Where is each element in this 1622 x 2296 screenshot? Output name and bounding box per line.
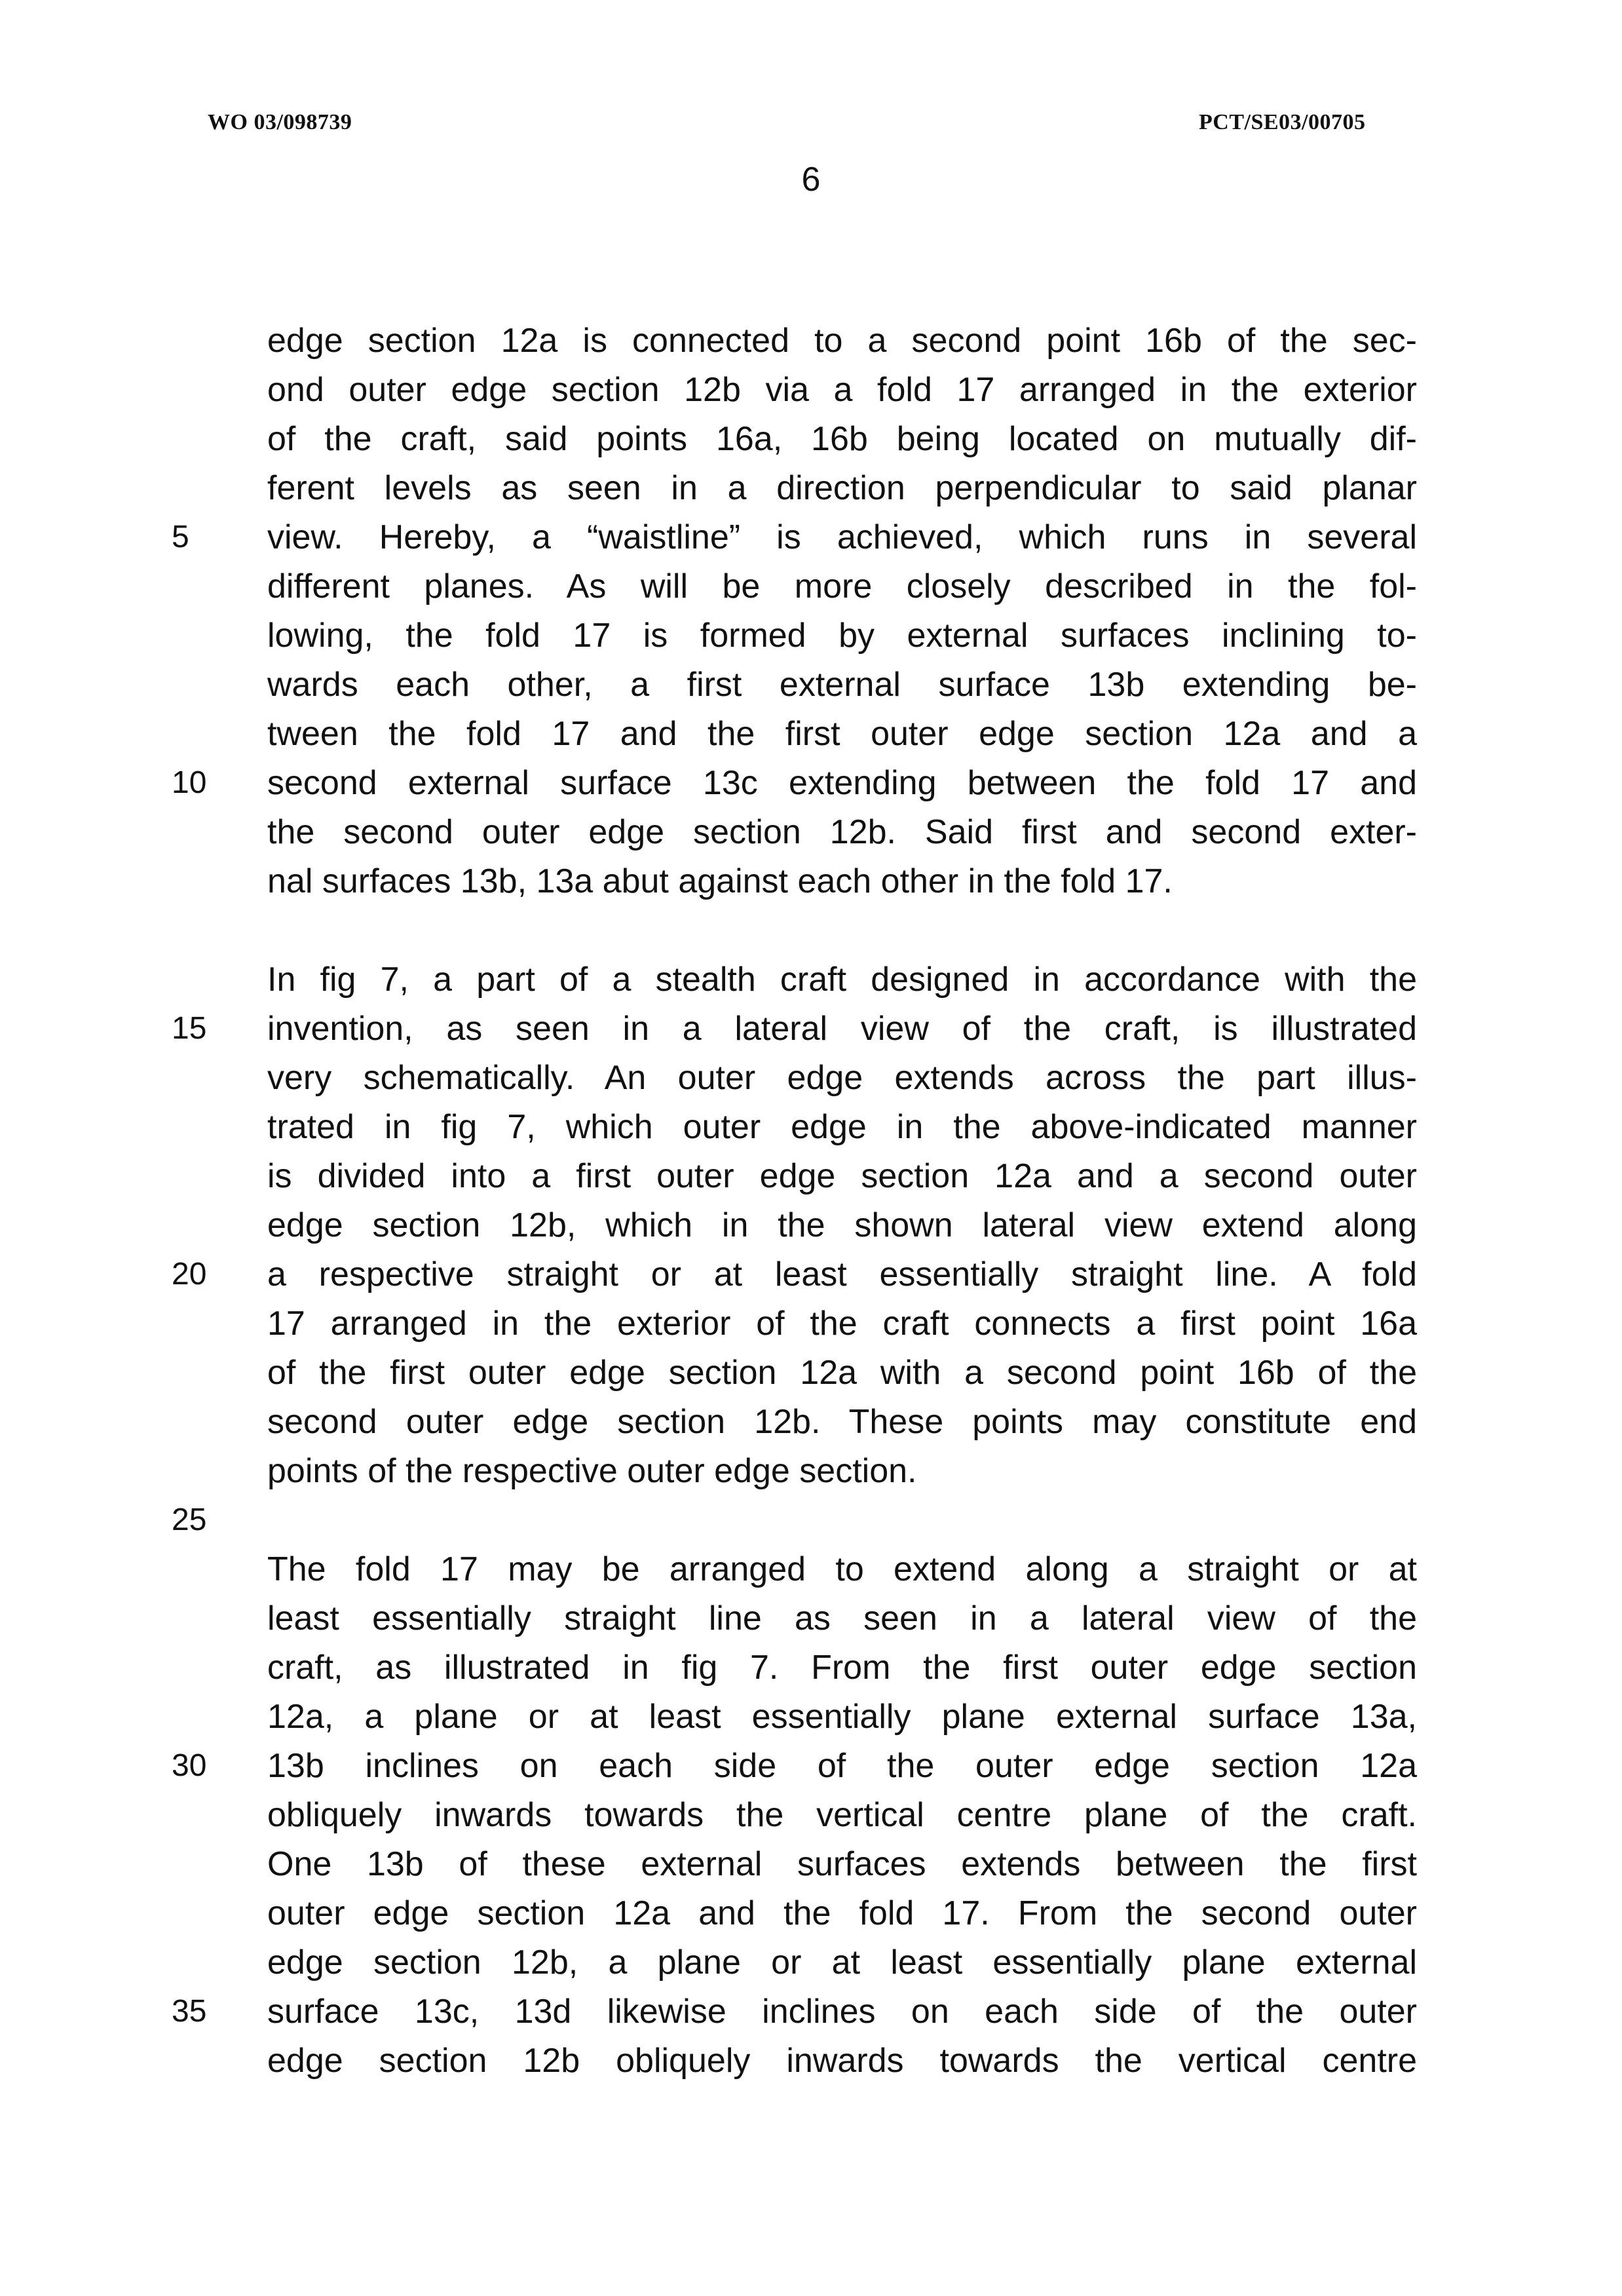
text-line: is divided into a first outer edge section 12a and a second outer (267, 1157, 1417, 1195)
line-number: 20 (172, 1257, 207, 1292)
text-line: invention, as seen in a lateral view of the craft, is illustrated (267, 1010, 1417, 1048)
text-line: of the first outer edge section 12a with a second point 16b of the (267, 1354, 1417, 1392)
text-line: lowing, the fold 17 is formed by external surfaces inclining to- (267, 617, 1417, 655)
text-line: 13b inclines on each side of the outer edge section 12a (267, 1747, 1417, 1785)
line-number: 15 (172, 1011, 207, 1046)
line-number: 30 (172, 1748, 207, 1783)
text-line: outer edge section 12a and the fold 17. From the second outer (267, 1894, 1417, 1932)
text-line: second outer edge section 12b. These points may constitute end (267, 1403, 1417, 1441)
line-number: 10 (172, 765, 207, 800)
line-number: 25 (172, 1502, 207, 1537)
publication-number: WO 03/098739 (208, 110, 352, 134)
text-line: edge section 12b, a plane or at least essentially plane external (267, 1943, 1417, 1981)
line-number: 35 (172, 1994, 207, 2029)
text-line: ferent levels as seen in a direction perpendicular to said planar (267, 469, 1417, 507)
text-line: the second outer edge section 12b. Said first and second exter- (267, 813, 1417, 851)
text-line: of the craft, said points 16a, 16b being located on mutually dif- (267, 420, 1417, 458)
page-number: 6 (801, 161, 821, 199)
text-line: edge section 12a is connected to a second point 16b of the sec- (267, 322, 1417, 360)
text-line: second external surface 13c extending between the fold 17 and (267, 764, 1417, 802)
application-number: PCT/SE03/00705 (1199, 110, 1366, 134)
text-line: craft, as illustrated in fig 7. From the first outer edge section (267, 1649, 1417, 1687)
text-line: tween the fold 17 and the first outer edge section 12a and a (267, 715, 1417, 753)
text-line: least essentially straight line as seen in a lateral view of the (267, 1599, 1417, 1637)
text-line: nal surfaces 13b, 13a abut against each other in the fold 17. (267, 862, 1173, 900)
text-line: points of the respective outer edge section. (267, 1452, 917, 1490)
text-line: One 13b of these external surfaces extends between the first (267, 1845, 1417, 1883)
text-line: edge section 12b, which in the shown lateral view extend along (267, 1206, 1417, 1244)
text-line: ond outer edge section 12b via a fold 17 arranged in the exterior (267, 371, 1417, 409)
text-line: very schematically. An outer edge extends across the part illus- (267, 1059, 1417, 1097)
text-line: a respective straight or at least essentially straight line. A fold (267, 1255, 1417, 1293)
text-line: surface 13c, 13d likewise inclines on each side of the outer (267, 1993, 1417, 2031)
text-line: 17 arranged in the exterior of the craft connects a first point 16a (267, 1305, 1417, 1343)
text-line: In fig 7, a part of a stealth craft designed in accordance with the (267, 961, 1417, 999)
text-line: view. Hereby, a “waistline” is achieved, which runs in several (267, 518, 1417, 556)
text-line: edge section 12b obliquely inwards towards the vertical centre (267, 2042, 1417, 2080)
text-line: obliquely inwards towards the vertical centre plane of the craft. (267, 1796, 1417, 1834)
text-line: wards each other, a first external surface 13b extending be- (267, 666, 1417, 704)
text-line: different planes. As will be more closely described in the fol- (267, 567, 1417, 605)
line-number: 5 (172, 520, 189, 554)
text-line: The fold 17 may be arranged to extend along a straight or at (267, 1550, 1417, 1588)
text-line: 12a, a plane or at least essentially plane external surface 13a, (267, 1698, 1417, 1736)
text-line: trated in fig 7, which outer edge in the above-indicated manner (267, 1108, 1417, 1146)
